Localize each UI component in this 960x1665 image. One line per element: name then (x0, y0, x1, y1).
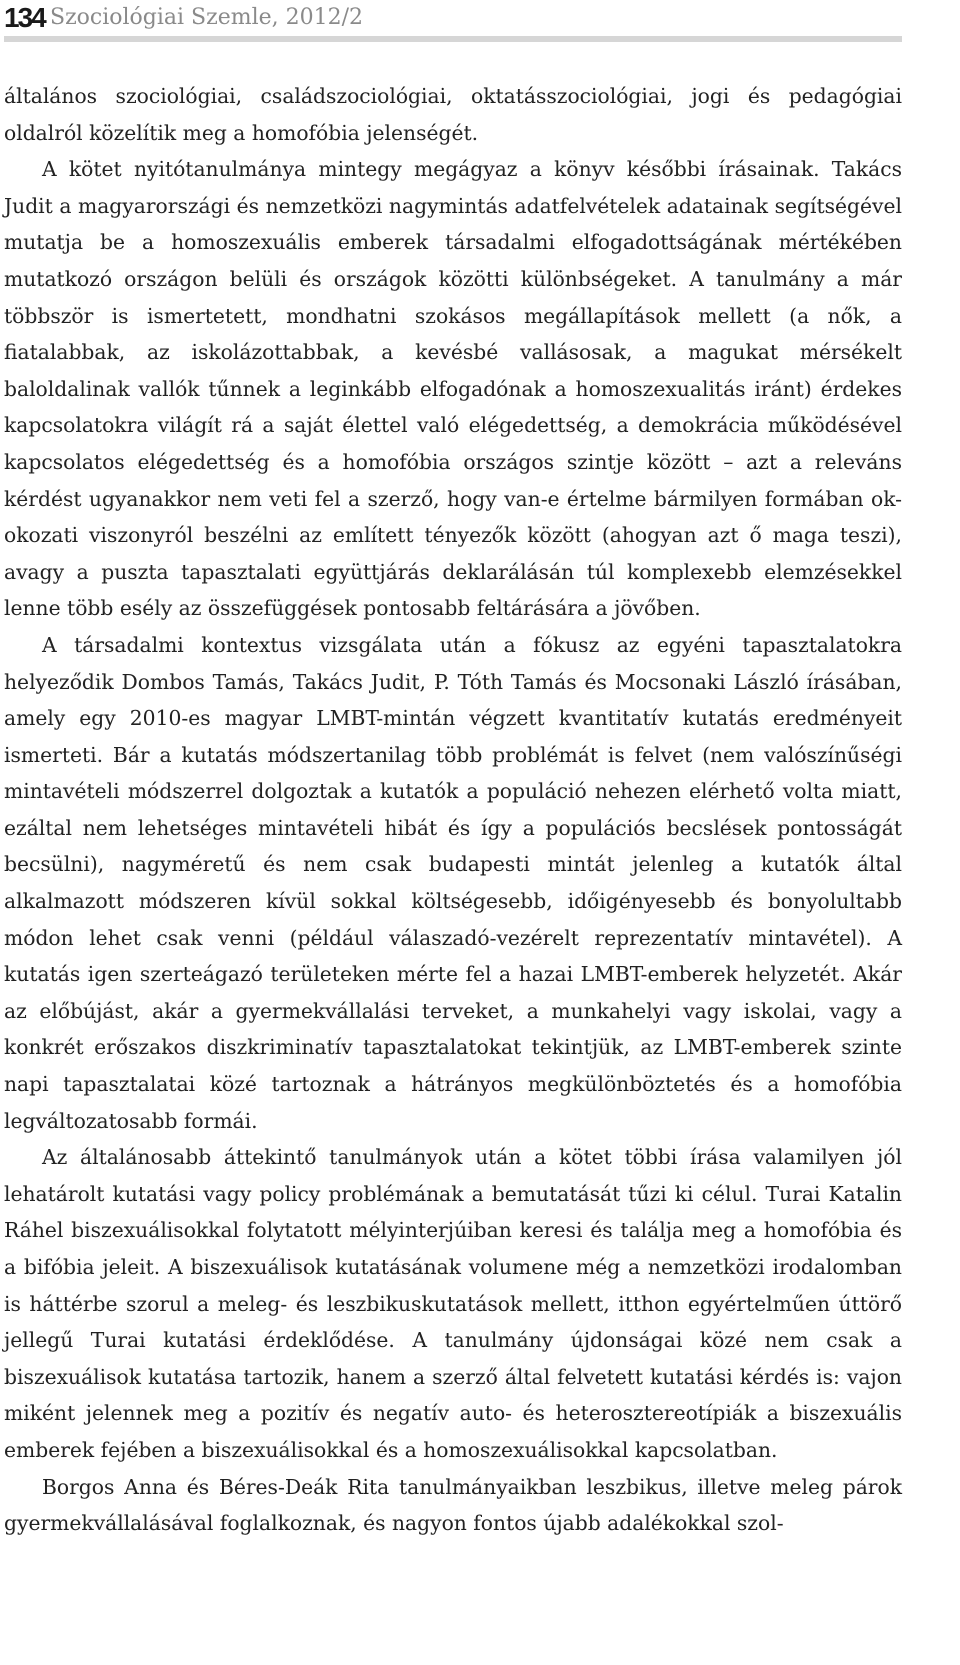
paragraph: Az általánosabb áttekintő tanulmányok után a kötet többi írása valamilyen jól lehatárolt kutatási vagy policy problémának a bemutatását tűzi ki célul. Turai Katalin Ráhel biszexuálisokkal folytatott mélyinterjúiban keresi és találja meg a homofóbia és a bifóbia jeleit. A biszexuálisok kutatásának volumene még a nemzetközi irodalomban is háttérbe szorul a meleg- és leszbikuskutatások mellett, itthon egyértelműen úttörő jellegű Turai kutatási érdeklődése. A tanulmány újdonságai közé nem csak a biszexuálisok kutatása tartozik, hanem a szerző által felvetett kutatási kérdés is: vajon miként jelennek meg a pozitív és negatív auto- és heterosztereotípiák a biszexuális emberek fejében a biszexuálisokkal és a homoszexuálisokkal kapcsolatban. (4, 1145, 902, 1462)
header-rule (4, 36, 902, 42)
paragraph: Borgos Anna és Béres-Deák Rita tanulmányaikban leszbikus, illetve meleg párok gyermekvállalásával foglalkoznak, és nagyon fontos újabb adalékokkal szol- (4, 1474, 902, 1536)
paragraph: A társadalmi kontextus vizsgálata után a fókusz az egyéni tapasztalatokra helyeződik Dombos Tamás, Takács Judit, P. Tóth Tamás és Mocsonaki László írásában, amely egy 2010-es magyar LMBT-mintán végzett kvantitatív kutatás eredményeit ismerteti. Bár a kutatás módszertanilag több problémát is felvet (nem valószínűségi mintavételi módszerrel dolgoztak a kutatók a populáció nehezen elérhető volta miatt, ezáltal nem lehetséges mintavételi hibát és így a populációs becslések pontosságát becsülni), nagyméretű és nem csak budapesti mintát jelenleg a kutatók által alkalmazott módszeren kívül sokkal költségesebb, időigényesebb és bonyolultabb módon lehet csak venni (például válaszadó-vezérelt reprezentatív mintavétel). A kutatás igen szerteágazó területeken mérte fel a hazai LMBT-emberek helyzetét. Akár az előbújást, akár a gyermekvállalási terveket, a munkahelyi vagy iskolai, vagy a konkrét erőszakos diszkriminatív tapasztalatokat tekintjük, az LMBT-emberek szinte napi tapasztalatai közé tartoznak a hátrányos megkülönböztetés és a homofóbia legváltozatosabb formái. (4, 632, 902, 1133)
running-header (4, 0, 902, 44)
journal-title: Szociológiai Szemle, 2012/2 (50, 5, 364, 30)
article-body (4, 78, 902, 1542)
paragraph: általános szociológiai, családszociológiai, oktatásszociológiai, jogi és pedagógiai oldalról közelítik meg a homofóbia jelenségét. (4, 84, 902, 145)
page-number: 134 (4, 2, 45, 33)
paragraph: A kötet nyitótanulmánya mintegy megágyaz a könyv későbbi írásainak. Takács Judit a magyarországi és nemzetközi nagymintás adatfelvételek adatainak segítségével mutatja be a homoszexuális emberek társadalmi elfogadottságának mértékében mutatkozó országon belüli és országok közötti különbségeket. A tanulmány a már többször is ismertetett, mondhatni szokásos megállapítások mellett (a nők, a fiatalabbak, az iskolázottabbak, a kevésbé vallásosak, a magukat mérsékelt baloldalinak vallók tűnnek a leginkább elfogadónak a homoszexualitás iránt) érdekes kapcsolatokra világít rá a saját élettel való elégedettség, a demokrácia működésével kapcsolatos elégedettség és a homofóbia országos szintje között – azt a releváns kérdést ugyanakkor nem veti fel a szerző, hogy van-e értelme bármilyen formában ok-okozati viszonyról beszélni az említett tényezők között (ahogyan azt ő maga teszi), avagy a puszta tapasztalati együttjárás deklarálásán túl komplexebb elemzésekkel lenne több esély az összefüggések pontosabb feltárására a jövőben. (4, 157, 902, 621)
